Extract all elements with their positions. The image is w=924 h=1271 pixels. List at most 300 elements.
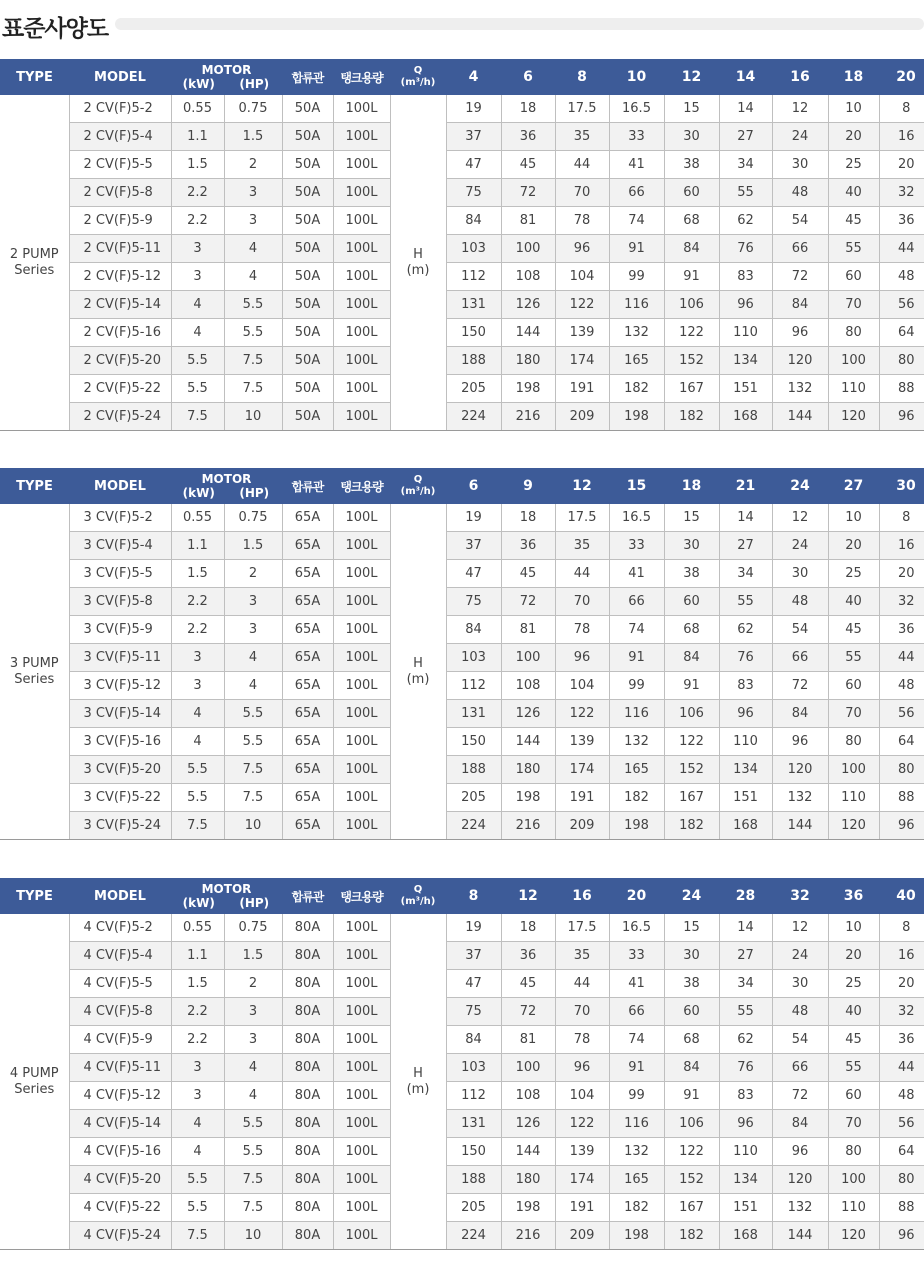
header-flow: 32 xyxy=(772,878,828,914)
model-cell: 4 CV(F)5-12 xyxy=(69,1082,171,1110)
head-value-cell: 35 xyxy=(555,123,609,151)
kw-cell: 3 xyxy=(171,235,224,263)
kw-cell: 5.5 xyxy=(171,784,224,812)
model-cell: 2 CV(F)5-4 xyxy=(69,123,171,151)
tank-cell: 100L xyxy=(333,914,390,942)
model-cell: 3 CV(F)5-16 xyxy=(69,728,171,756)
header-motor-units xyxy=(171,77,282,91)
head-value-cell: 180 xyxy=(501,756,555,784)
head-value-cell: 44 xyxy=(879,1054,924,1082)
head-value-cell: 188 xyxy=(446,1166,501,1194)
header-flow: 20 xyxy=(879,59,924,95)
pipe-cell: 65A xyxy=(282,672,333,700)
pipe-cell: 80A xyxy=(282,1138,333,1166)
model-cell: 4 CV(F)5-4 xyxy=(69,942,171,970)
head-value-cell: 32 xyxy=(879,179,924,207)
kw-cell: 5.5 xyxy=(171,756,224,784)
head-value-cell: 100 xyxy=(828,347,879,375)
tank-cell: 100L xyxy=(333,95,390,123)
hp-cell: 3 xyxy=(224,1026,282,1054)
head-value-cell: 10 xyxy=(828,914,879,942)
head-value-cell: 104 xyxy=(555,1082,609,1110)
spec-table xyxy=(0,59,924,431)
head-value-cell: 14 xyxy=(719,914,772,942)
hp-cell: 7.5 xyxy=(224,784,282,812)
head-value-cell: 40 xyxy=(828,179,879,207)
head-label-cell xyxy=(390,914,446,1250)
head-value-cell: 96 xyxy=(719,700,772,728)
head-value-cell: 134 xyxy=(719,1166,772,1194)
head-value-cell: 198 xyxy=(609,1222,664,1250)
tank-cell: 100L xyxy=(333,319,390,347)
model-cell: 3 CV(F)5-8 xyxy=(69,588,171,616)
head-value-cell: 110 xyxy=(828,1194,879,1222)
header-flow: 30 xyxy=(879,468,924,504)
head-value-cell: 80 xyxy=(828,1138,879,1166)
head-value-cell: 120 xyxy=(772,1166,828,1194)
pipe-cell: 80A xyxy=(282,1026,333,1054)
pipe-cell: 80A xyxy=(282,1110,333,1138)
head-value-cell: 34 xyxy=(719,970,772,998)
hp-cell: 0.75 xyxy=(224,914,282,942)
tank-cell: 100L xyxy=(333,1054,390,1082)
header-motor-label: MOTOR xyxy=(201,472,252,486)
pipe-cell: 50A xyxy=(282,291,333,319)
kw-cell: 2.2 xyxy=(171,998,224,1026)
header-motor-label: MOTOR xyxy=(201,63,252,77)
head-value-cell: 116 xyxy=(609,291,664,319)
kw-cell: 4 xyxy=(171,1110,224,1138)
head-value-cell: 110 xyxy=(719,728,772,756)
pipe-cell: 50A xyxy=(282,235,333,263)
head-value-cell: 76 xyxy=(719,644,772,672)
head-value-cell: 84 xyxy=(772,1110,828,1138)
table-row xyxy=(0,942,924,970)
kw-cell: 3 xyxy=(171,672,224,700)
head-value-cell: 165 xyxy=(609,1166,664,1194)
head-value-cell: 104 xyxy=(555,672,609,700)
hp-cell: 2 xyxy=(224,560,282,588)
header-q-unit: (m³/h) xyxy=(400,486,436,497)
table-row xyxy=(0,95,924,123)
pipe-cell: 50A xyxy=(282,207,333,235)
head-value-cell: 66 xyxy=(609,588,664,616)
head-value-cell: 80 xyxy=(828,728,879,756)
head-value-cell: 17.5 xyxy=(555,504,609,532)
head-value-cell: 84 xyxy=(772,291,828,319)
head-value-cell: 96 xyxy=(719,291,772,319)
tank-cell: 100L xyxy=(333,1082,390,1110)
head-value-cell: 44 xyxy=(555,560,609,588)
header-hp: (HP) xyxy=(239,77,270,91)
table-row xyxy=(0,179,924,207)
page-title: 표준사양도 xyxy=(2,16,109,42)
header-flow: 6 xyxy=(446,468,501,504)
head-value-cell: 8 xyxy=(879,95,924,123)
hp-cell: 4 xyxy=(224,644,282,672)
pipe-cell: 50A xyxy=(282,123,333,151)
head-value-cell: 152 xyxy=(664,1166,719,1194)
head-value-cell: 165 xyxy=(609,756,664,784)
head-value-cell: 191 xyxy=(555,784,609,812)
head-value-cell: 36 xyxy=(879,207,924,235)
header-q-label: Q xyxy=(413,65,423,76)
head-value-cell: 122 xyxy=(555,1110,609,1138)
head-value-cell: 45 xyxy=(501,560,555,588)
pipe-cell: 80A xyxy=(282,1194,333,1222)
header-flow: 8 xyxy=(555,59,609,95)
head-value-cell: 152 xyxy=(664,756,719,784)
title-divider xyxy=(115,18,924,30)
kw-cell: 5.5 xyxy=(171,1194,224,1222)
head-value-cell: 99 xyxy=(609,1082,664,1110)
head-value-cell: 15 xyxy=(664,504,719,532)
head-value-cell: 60 xyxy=(664,998,719,1026)
header-tank: 탱크용량 xyxy=(333,59,390,95)
head-value-cell: 45 xyxy=(828,1026,879,1054)
head-value-cell: 96 xyxy=(879,812,924,840)
hp-cell: 5.5 xyxy=(224,319,282,347)
head-value-cell: 19 xyxy=(446,504,501,532)
header-flow: 18 xyxy=(828,59,879,95)
model-cell: 4 CV(F)5-16 xyxy=(69,1138,171,1166)
head-value-cell: 25 xyxy=(828,151,879,179)
head-value-cell: 167 xyxy=(664,1194,719,1222)
head-value-cell: 167 xyxy=(664,375,719,403)
header-flow: 28 xyxy=(719,878,772,914)
head-value-cell: 60 xyxy=(828,1082,879,1110)
head-value-cell: 36 xyxy=(501,123,555,151)
head-value-cell: 120 xyxy=(828,1222,879,1250)
head-value-cell: 84 xyxy=(664,644,719,672)
head-value-cell: 60 xyxy=(664,179,719,207)
model-cell: 2 CV(F)5-5 xyxy=(69,151,171,179)
head-value-cell: 55 xyxy=(828,1054,879,1082)
hp-cell: 5.5 xyxy=(224,728,282,756)
head-value-cell: 168 xyxy=(719,1222,772,1250)
head-value-cell: 224 xyxy=(446,812,501,840)
head-value-cell: 41 xyxy=(609,970,664,998)
tank-cell: 100L xyxy=(333,1138,390,1166)
pipe-cell: 80A xyxy=(282,1082,333,1110)
table-row xyxy=(0,319,924,347)
model-cell: 3 CV(F)5-24 xyxy=(69,812,171,840)
head-value-cell: 24 xyxy=(772,532,828,560)
head-value-cell: 72 xyxy=(501,998,555,1026)
header-model: MODEL xyxy=(69,878,171,914)
tank-cell: 100L xyxy=(333,179,390,207)
head-value-cell: 84 xyxy=(772,700,828,728)
head-value-cell: 27 xyxy=(719,123,772,151)
hp-cell: 4 xyxy=(224,235,282,263)
tank-cell: 100L xyxy=(333,1026,390,1054)
model-cell: 2 CV(F)5-12 xyxy=(69,263,171,291)
head-value-cell: 37 xyxy=(446,123,501,151)
head-value-cell: 30 xyxy=(772,151,828,179)
head-value-cell: 191 xyxy=(555,1194,609,1222)
head-value-cell: 122 xyxy=(555,700,609,728)
head-value-cell: 96 xyxy=(772,728,828,756)
header-flow: 4 xyxy=(446,59,501,95)
head-value-cell: 120 xyxy=(828,812,879,840)
head-value-cell: 17.5 xyxy=(555,95,609,123)
head-value-cell: 16 xyxy=(879,532,924,560)
tank-cell: 100L xyxy=(333,672,390,700)
head-value-cell: 84 xyxy=(446,207,501,235)
head-value-cell: 182 xyxy=(609,1194,664,1222)
head-value-cell: 62 xyxy=(719,1026,772,1054)
model-cell: 4 CV(F)5-8 xyxy=(69,998,171,1026)
head-value-cell: 144 xyxy=(772,812,828,840)
head-value-cell: 15 xyxy=(664,95,719,123)
kw-cell: 2.2 xyxy=(171,1026,224,1054)
kw-cell: 2.2 xyxy=(171,207,224,235)
table-row xyxy=(0,1026,924,1054)
header-hp: (HP) xyxy=(239,896,270,910)
head-value-cell: 144 xyxy=(501,319,555,347)
head-value-cell: 47 xyxy=(446,151,501,179)
head-value-cell: 55 xyxy=(828,644,879,672)
head-value-cell: 45 xyxy=(828,207,879,235)
head-value-cell: 47 xyxy=(446,970,501,998)
head-value-cell: 91 xyxy=(664,1082,719,1110)
head-value-cell: 96 xyxy=(555,644,609,672)
table-row xyxy=(0,914,924,942)
model-cell: 2 CV(F)5-8 xyxy=(69,179,171,207)
hp-cell: 2 xyxy=(224,970,282,998)
kw-cell: 1.5 xyxy=(171,970,224,998)
tank-cell: 100L xyxy=(333,207,390,235)
model-cell: 2 CV(F)5-9 xyxy=(69,207,171,235)
head-value-cell: 110 xyxy=(719,1138,772,1166)
head-value-cell: 30 xyxy=(664,532,719,560)
type-sub: Series xyxy=(14,262,55,278)
head-value-cell: 174 xyxy=(555,756,609,784)
tank-cell: 100L xyxy=(333,151,390,179)
header-type: TYPE xyxy=(0,468,69,504)
type-sub: Series xyxy=(14,671,55,687)
tank-cell: 100L xyxy=(333,942,390,970)
kw-cell: 1.1 xyxy=(171,123,224,151)
head-label: H xyxy=(413,246,423,262)
tank-cell: 100L xyxy=(333,644,390,672)
head-value-cell: 134 xyxy=(719,756,772,784)
header-motor xyxy=(171,59,282,95)
head-value-cell: 48 xyxy=(772,998,828,1026)
hp-cell: 3 xyxy=(224,616,282,644)
table-row xyxy=(0,672,924,700)
head-value-cell: 20 xyxy=(828,123,879,151)
head-value-cell: 209 xyxy=(555,403,609,431)
head-value-cell: 20 xyxy=(828,532,879,560)
head-value-cell: 12 xyxy=(772,914,828,942)
head-value-cell: 44 xyxy=(555,151,609,179)
hp-cell: 7.5 xyxy=(224,1166,282,1194)
head-value-cell: 66 xyxy=(609,998,664,1026)
head-value-cell: 108 xyxy=(501,263,555,291)
head-value-cell: 16 xyxy=(879,942,924,970)
head-value-cell: 152 xyxy=(664,347,719,375)
head-value-cell: 24 xyxy=(772,123,828,151)
tank-cell: 100L xyxy=(333,504,390,532)
hp-cell: 5.5 xyxy=(224,1110,282,1138)
head-value-cell: 27 xyxy=(719,942,772,970)
head-value-cell: 168 xyxy=(719,812,772,840)
pipe-cell: 65A xyxy=(282,616,333,644)
head-value-cell: 131 xyxy=(446,291,501,319)
header-q-unit: (m³/h) xyxy=(400,77,436,88)
type-cell xyxy=(0,504,69,840)
header-flow: 12 xyxy=(501,878,555,914)
head-value-cell: 132 xyxy=(772,375,828,403)
head-value-cell: 27 xyxy=(719,532,772,560)
head-value-cell: 76 xyxy=(719,1054,772,1082)
head-value-cell: 110 xyxy=(828,375,879,403)
header-flow: 24 xyxy=(772,468,828,504)
head-value-cell: 41 xyxy=(609,560,664,588)
table-row xyxy=(0,756,924,784)
head-value-cell: 70 xyxy=(555,179,609,207)
table-row xyxy=(0,263,924,291)
head-value-cell: 91 xyxy=(609,644,664,672)
hp-cell: 4 xyxy=(224,1054,282,1082)
head-value-cell: 131 xyxy=(446,1110,501,1138)
kw-cell: 0.55 xyxy=(171,95,224,123)
head-value-cell: 41 xyxy=(609,151,664,179)
head-value-cell: 209 xyxy=(555,1222,609,1250)
head-value-cell: 30 xyxy=(664,942,719,970)
head-value-cell: 182 xyxy=(664,1222,719,1250)
head-value-cell: 182 xyxy=(664,812,719,840)
head-value-cell: 132 xyxy=(609,1138,664,1166)
head-value-cell: 76 xyxy=(719,235,772,263)
header-pipe: 합류관 xyxy=(282,468,333,504)
type-sub: Series xyxy=(14,1081,55,1097)
hp-cell: 1.5 xyxy=(224,942,282,970)
head-value-cell: 36 xyxy=(501,942,555,970)
head-value-cell: 60 xyxy=(828,672,879,700)
header-flow: 6 xyxy=(501,59,555,95)
head-value-cell: 80 xyxy=(879,1166,924,1194)
head-value-cell: 110 xyxy=(719,319,772,347)
table-row xyxy=(0,375,924,403)
head-value-cell: 68 xyxy=(664,1026,719,1054)
head-value-cell: 132 xyxy=(609,728,664,756)
header-motor xyxy=(171,468,282,504)
pipe-cell: 65A xyxy=(282,560,333,588)
head-value-cell: 15 xyxy=(664,914,719,942)
head-value-cell: 205 xyxy=(446,1194,501,1222)
head-value-cell: 38 xyxy=(664,151,719,179)
head-value-cell: 180 xyxy=(501,347,555,375)
pipe-cell: 50A xyxy=(282,375,333,403)
header-motor-units xyxy=(171,896,282,910)
hp-cell: 4 xyxy=(224,263,282,291)
pipe-cell: 65A xyxy=(282,644,333,672)
model-cell: 3 CV(F)5-2 xyxy=(69,504,171,532)
kw-cell: 1.1 xyxy=(171,532,224,560)
head-value-cell: 54 xyxy=(772,616,828,644)
head-value-cell: 75 xyxy=(446,998,501,1026)
head-value-cell: 19 xyxy=(446,914,501,942)
model-cell: 3 CV(F)5-5 xyxy=(69,560,171,588)
hp-cell: 2 xyxy=(224,151,282,179)
head-value-cell: 116 xyxy=(609,1110,664,1138)
head-label: H xyxy=(413,655,423,671)
header-flow: 8 xyxy=(446,878,501,914)
model-cell: 2 CV(F)5-16 xyxy=(69,319,171,347)
tank-cell: 100L xyxy=(333,1110,390,1138)
header-kw: (kW) xyxy=(182,896,215,910)
header-flow: 10 xyxy=(609,59,664,95)
model-cell: 3 CV(F)5-20 xyxy=(69,756,171,784)
head-value-cell: 78 xyxy=(555,207,609,235)
model-cell: 4 CV(F)5-22 xyxy=(69,1194,171,1222)
table-row xyxy=(0,784,924,812)
head-value-cell: 84 xyxy=(664,1054,719,1082)
pipe-cell: 80A xyxy=(282,998,333,1026)
pipe-cell: 50A xyxy=(282,151,333,179)
tank-cell: 100L xyxy=(333,560,390,588)
head-value-cell: 151 xyxy=(719,784,772,812)
table-row xyxy=(0,151,924,179)
head-value-cell: 55 xyxy=(828,235,879,263)
head-value-cell: 96 xyxy=(719,1110,772,1138)
kw-cell: 0.55 xyxy=(171,914,224,942)
head-value-cell: 188 xyxy=(446,347,501,375)
type-cell xyxy=(0,95,69,431)
head-value-cell: 68 xyxy=(664,207,719,235)
head-value-cell: 91 xyxy=(609,235,664,263)
head-value-cell: 45 xyxy=(501,970,555,998)
head-value-cell: 30 xyxy=(772,970,828,998)
head-value-cell: 120 xyxy=(828,403,879,431)
header-q-unit: (m³/h) xyxy=(400,896,436,907)
tank-cell: 100L xyxy=(333,1222,390,1250)
head-value-cell: 205 xyxy=(446,375,501,403)
head-value-cell: 100 xyxy=(828,756,879,784)
head-value-cell: 96 xyxy=(772,319,828,347)
kw-cell: 7.5 xyxy=(171,1222,224,1250)
model-cell: 2 CV(F)5-24 xyxy=(69,403,171,431)
model-cell: 4 CV(F)5-24 xyxy=(69,1222,171,1250)
tank-cell: 100L xyxy=(333,375,390,403)
head-value-cell: 96 xyxy=(879,403,924,431)
head-value-cell: 83 xyxy=(719,1082,772,1110)
head-value-cell: 191 xyxy=(555,375,609,403)
head-value-cell: 16.5 xyxy=(609,914,664,942)
head-value-cell: 72 xyxy=(772,263,828,291)
head-value-cell: 20 xyxy=(828,942,879,970)
header-type: TYPE xyxy=(0,59,69,95)
head-value-cell: 88 xyxy=(879,784,924,812)
head-value-cell: 70 xyxy=(828,291,879,319)
head-value-cell: 104 xyxy=(555,263,609,291)
tank-cell: 100L xyxy=(333,812,390,840)
table-row xyxy=(0,532,924,560)
model-cell: 4 CV(F)5-11 xyxy=(69,1054,171,1082)
head-value-cell: 72 xyxy=(772,1082,828,1110)
tank-cell: 100L xyxy=(333,970,390,998)
head-value-cell: 182 xyxy=(609,784,664,812)
head-value-cell: 32 xyxy=(879,588,924,616)
header-pipe: 합류관 xyxy=(282,59,333,95)
head-value-cell: 100 xyxy=(501,1054,555,1082)
header-q xyxy=(390,59,446,95)
head-value-cell: 91 xyxy=(664,263,719,291)
head-value-cell: 81 xyxy=(501,1026,555,1054)
header-flow: 14 xyxy=(719,59,772,95)
